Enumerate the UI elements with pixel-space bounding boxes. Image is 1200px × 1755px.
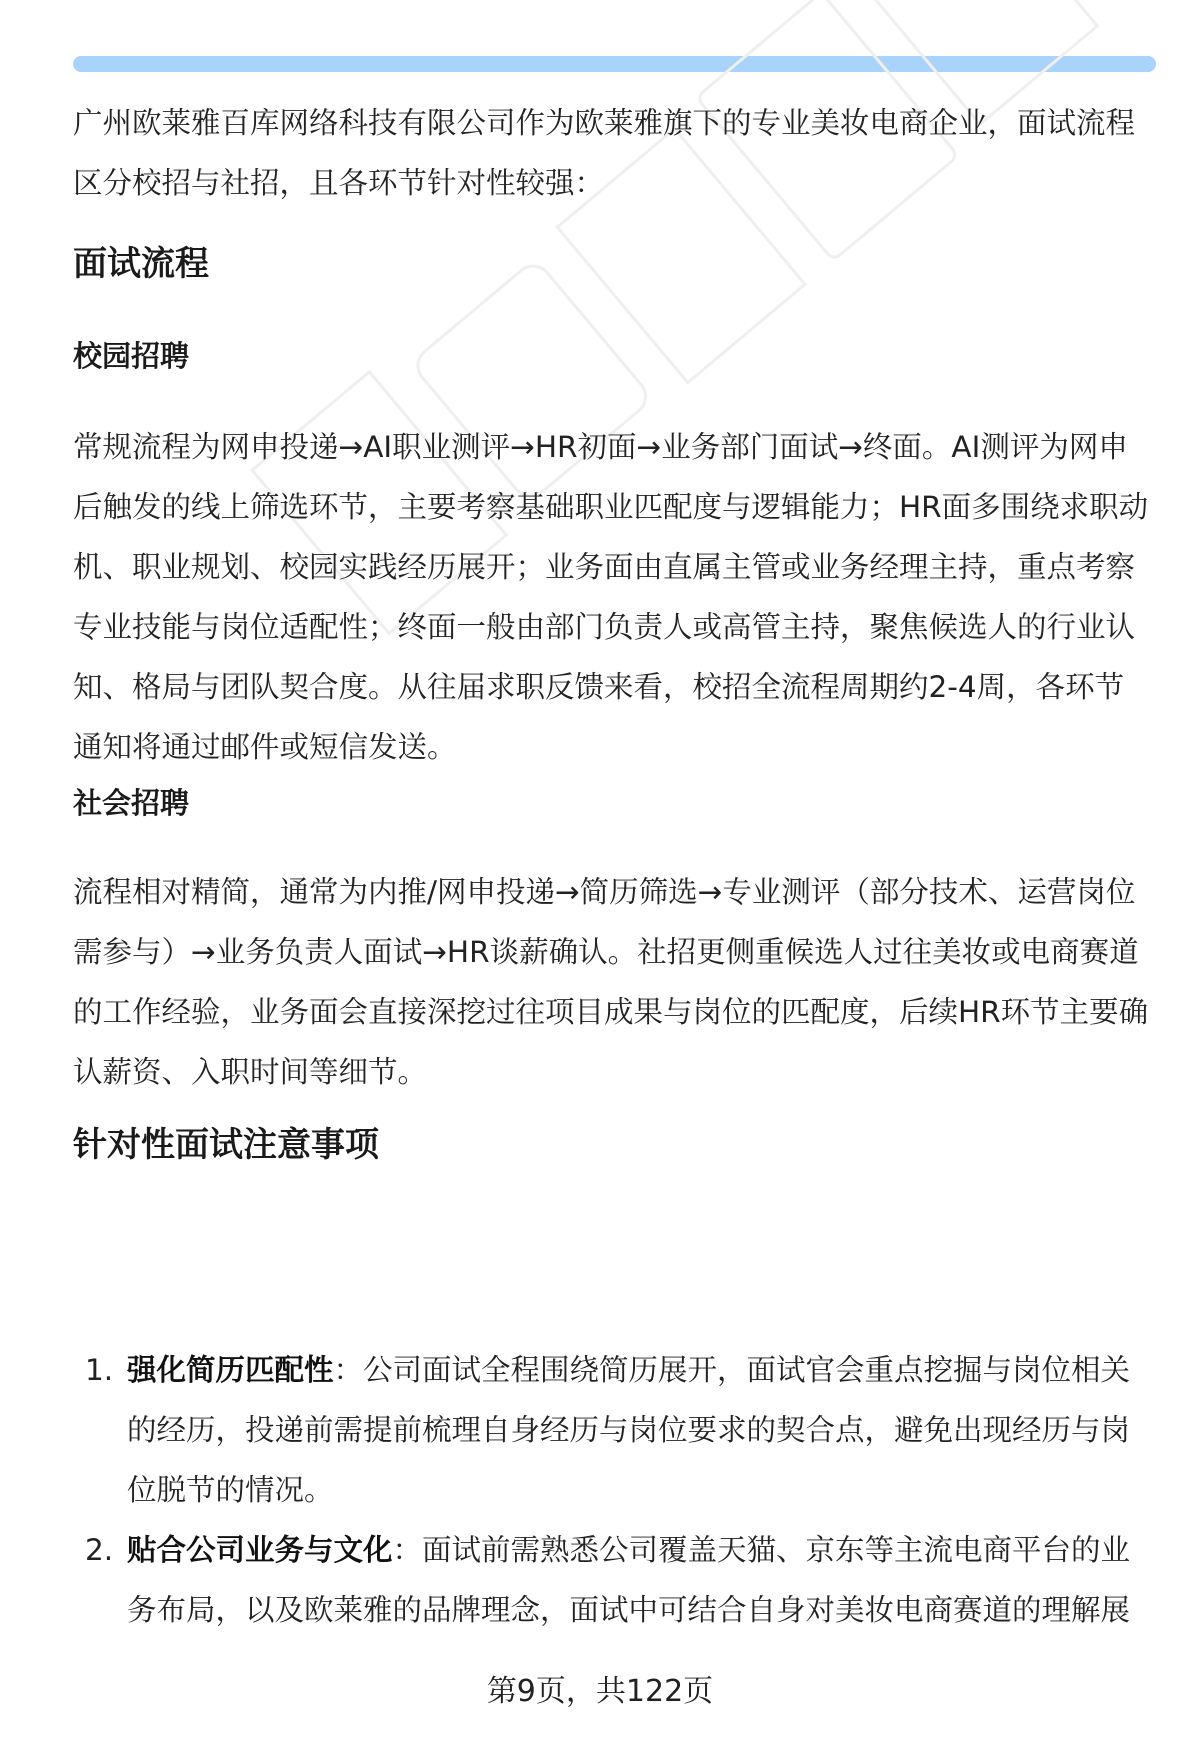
tip-separator: ： — [392, 1533, 423, 1567]
tip-text: 公司面试全程围绕简历展开，面试官会重点挖掘与岗位相关的经历，投递前需提前梳理自身经历与岗位要求的契合点，避免出现经历与岗位脱节的情况。 — [127, 1353, 1131, 1507]
tip-text: 面试前需熟悉公司覆盖天猫、京东等主流电商平台的业务布局，以及欧莱雅的品牌理念，面试中可结合自身对美妆电商赛道的理解展 — [127, 1533, 1131, 1627]
tip-separator: ： — [333, 1353, 364, 1387]
subsection-title-campus: 校园招聘 — [73, 339, 190, 373]
list-item — [73, 1340, 1151, 1520]
list-number: 2. — [85, 1533, 114, 1567]
intro-paragraph: 广州欧莱雅百库网络科技有限公司作为欧莱雅旗下的专业美妆电商企业，面试流程区分校招与社招，且各环节针对性较强： — [73, 106, 1136, 200]
social-paragraph: 流程相对精简，通常为内推/网申投递→简历筛选→专业测评（部分技术、运营岗位需参与）→业务负责人面试→HR谈薪确认。社招更侧重候选人过往美妆或电商赛道的工作经验，业务面会直接深挖过往项目成果与岗位的匹配度，后续HR环节主要确认薪资、入职时间等细节。 — [73, 875, 1149, 1089]
list-item — [73, 1520, 1151, 1640]
tip-title: 强化简历匹配性 — [127, 1353, 334, 1387]
section-title-interview-process: 面试流程 — [73, 244, 209, 284]
subsection-title-social: 社会招聘 — [73, 786, 190, 820]
page-number-footer: 第9页，共122页 — [486, 1674, 714, 1709]
list-number: 1. — [85, 1353, 114, 1387]
tips-list — [73, 1340, 1151, 1640]
section-title-tips: 针对性面试注意事项 — [73, 1125, 379, 1165]
campus-paragraph: 常规流程为网申投递→AI职业测评→HR初面→业务部门面试→终面。AI测评为网申后触发的线上筛选环节，主要考察基础职业匹配度与逻辑能力；HR面多围绕求职动机、职业规划、校园实践经历展开；业务面由直属主管或业务经理主持，重点考察专业技能与岗位适配性；终面一般由部门负责人或高管主持，聚焦候选人的行业认知、格局与团队契合度。从往届求职反馈来看，校招全流程周期约2-4周，各环节通知将通过邮件或短信发送。 — [73, 430, 1149, 764]
tip-title: 贴合公司业务与文化 — [127, 1533, 393, 1567]
